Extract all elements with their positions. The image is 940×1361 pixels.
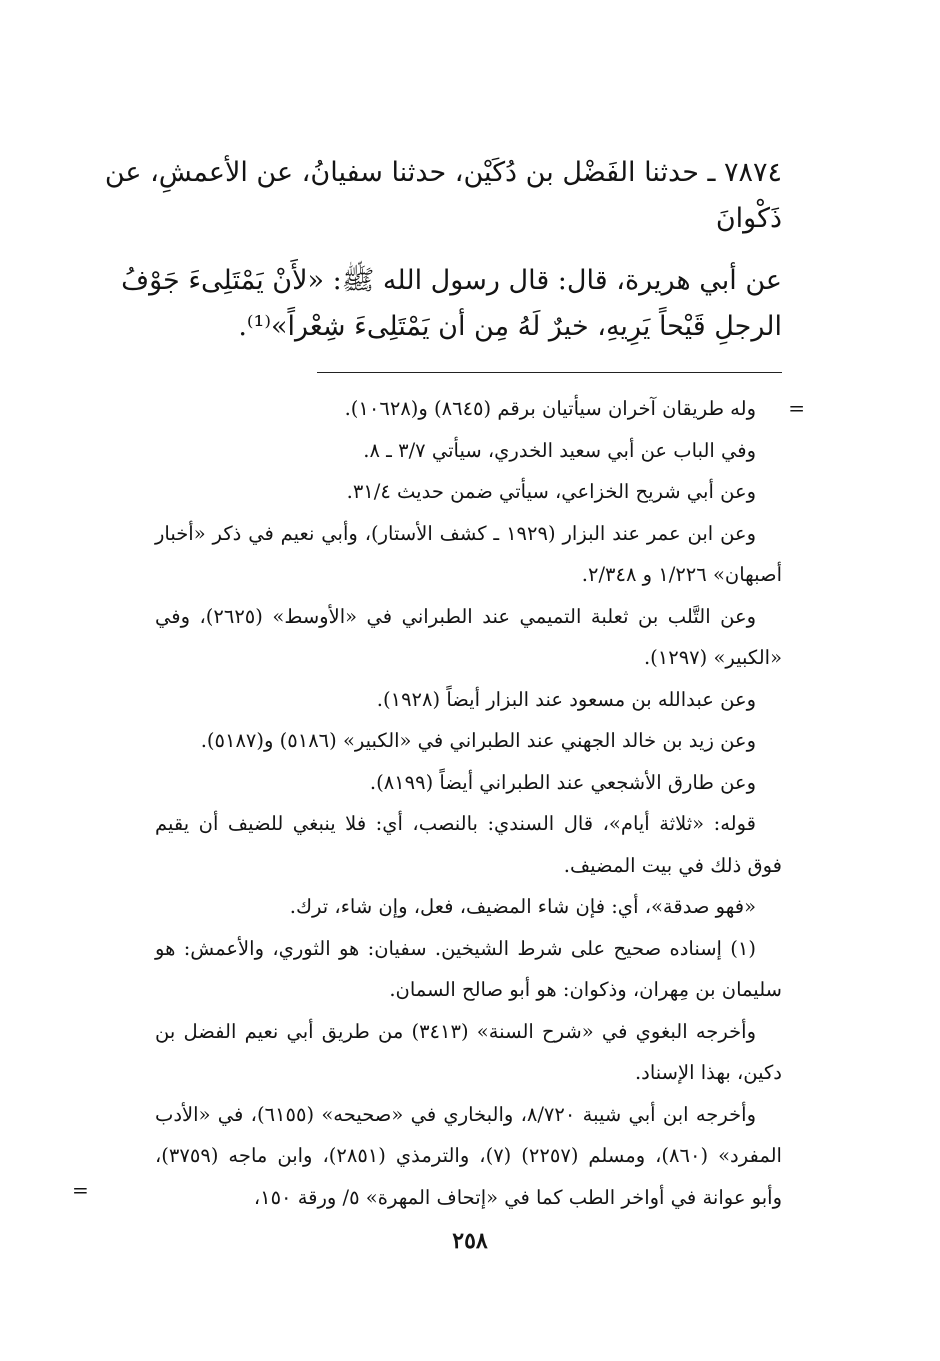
- footnote-paragraph: وعن أبي شريح الخزاعي، سيأتي ضمن حديث ٣١/٤.: [346, 480, 756, 503]
- hadith-line: ذَكْوانَ: [715, 203, 782, 234]
- hadith-line: الرجلِ قَيْحاً يَرِيهِ، خيرٌ لَهُ مِن أن يَمْتَلِىءَ شِعْراً»⁽¹⁾.: [238, 311, 782, 342]
- footnote-paragraph: وأخرجه البغوي في «شرح السنة» (٣٤١٣) من طريق أبي نعيم الفضل بن دكين، بهذا الإسناد.: [155, 1019, 782, 1084]
- footnote-paragraph: قوله: «ثلاثة أيام»، قال السندي: بالنصب، أي: فلا ينبغي للضيف أن يقيم فوق ذلك في بيت المضيف.: [155, 812, 782, 877]
- footnote-paragraph: وعن طارق الأشجعي عند الطبراني أيضاً (٨١٩٩).: [369, 770, 756, 794]
- continuation-mark-top: =: [788, 396, 805, 420]
- footnote-paragraph: وفي الباب عن أبي سعيد الخدري، سيأتي ٣/٧ ـ ٨.: [363, 438, 756, 462]
- footnote-paragraph: «فهو صدقة»، أي: فإن شاء المضيف، فعل، وإن شاء، ترك.: [289, 895, 756, 918]
- footnote-paragraph: وعن عبدالله بن مسعود عند البزار أيضاً (١٩٢٨).: [376, 687, 756, 711]
- hadith-line: عن أبي هريرة، قال: قال رسول الله ﷺ: «لأَنْ يَمْتَلِىءَ جَوْفُ: [121, 265, 782, 296]
- footnote-divider: [317, 372, 782, 373]
- page-number: ٢٥٨: [452, 1228, 488, 1254]
- hadith-line: ٧٨٧٤ ـ حدثنا الفَضْل بن دُكَيْن، حدثنا سفيانُ، عن الأعمشِ، عن: [104, 157, 782, 188]
- footnotes: [155, 388, 782, 1218]
- continuation-mark-bottom: =: [72, 1178, 89, 1202]
- footnote-paragraph: وله طريقان آخران سيأتيان برقم (٨٦٤٥) و(١٠٦٢٨).: [344, 397, 756, 420]
- footnote-paragraph: وأخرجه ابن أبي شيبة ٨/٧٢٠، والبخاري في «صحيحه» (٦١٥٥)، في «الأدب المفرد» (٨٦٠)، ومسلم (٢٢٥٧) (٧)، والترمذي (٢٨٥١)، وابن ماجه (٣٧٥٩)، وأبو عوانة في أواخر الطب كما في «إتحاف المهرة» ٥/ ورقة ١٥٠،: [155, 1102, 782, 1209]
- footnote-paragraph: (١) إسناده صحيح على شرط الشيخين. سفيان: هو الثوري، والأعمش: هو سليمان بن مِهران، وذكوان: هو أبو صالح السمان.: [155, 936, 782, 1001]
- hadith-text: [104, 150, 782, 350]
- footnote-paragraph: وعن ابن عمر عند البزار (١٩٢٩ ـ كشف الأستار)، وأبي نعيم في ذكر «أخبار أصبهان» ١/٢٢٦ و ٢/٣٤٨.: [155, 521, 782, 586]
- footnote-paragraph: وعن التَّلب بن ثعلبة التميمي عند الطبراني في «الأوسط» (٢٦٢٥)، وفي «الكبير» (١٢٩٧).: [155, 604, 782, 669]
- footnote-paragraph: وعن زيد بن خالد الجهني عند الطبراني في «الكبير» (٥١٨٦) و(٥١٨٧).: [200, 729, 756, 752]
